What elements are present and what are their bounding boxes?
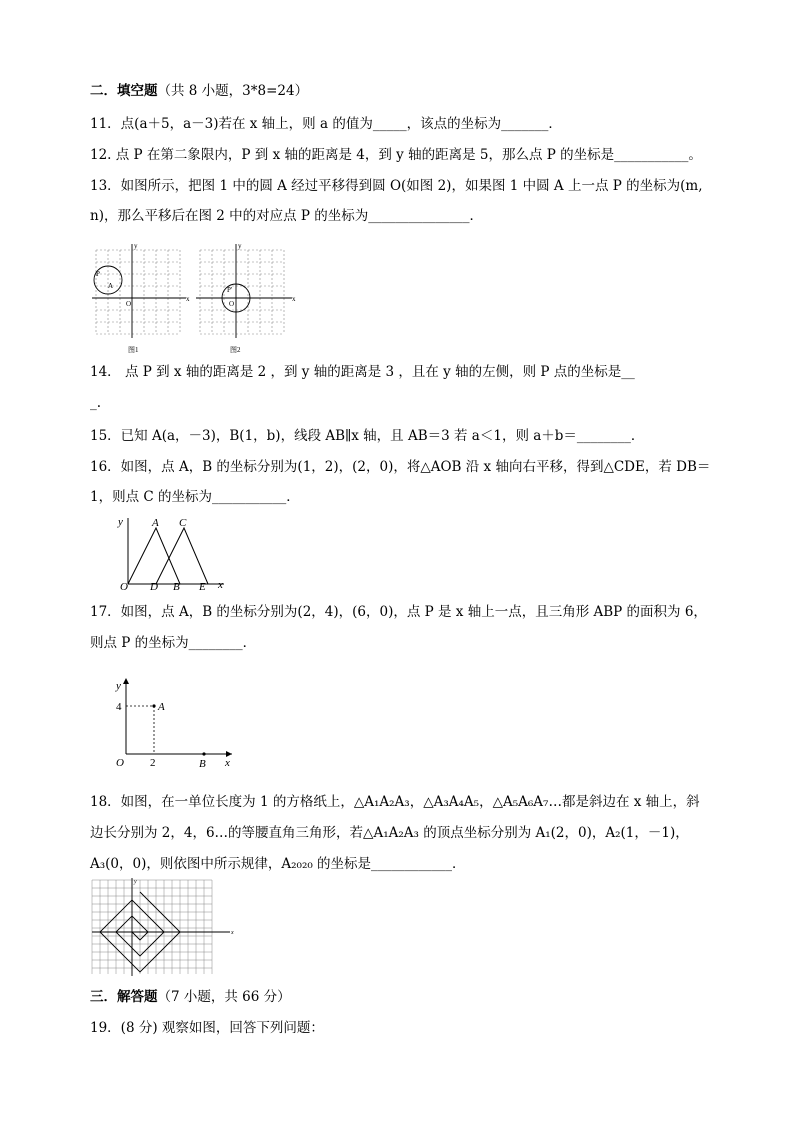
- fig17-point-a-dot: [152, 704, 155, 707]
- question-13-line2: n)，那么平移后在图 2 中的对应点 P 的坐标为_______________．: [90, 208, 484, 224]
- fig16-point-b: B: [173, 581, 180, 592]
- fig16-point-c: C: [179, 517, 187, 529]
- section3-heading: 三．解答题: [90, 989, 158, 1005]
- fig17-tick-4: 4: [116, 701, 122, 713]
- fig16-point-a: A: [152, 517, 159, 529]
- fig17-y-label: y: [116, 680, 121, 692]
- section3-note: （7 小题，共 66 分）: [157, 989, 291, 1005]
- question-18-line2: 边长分别为 2，4，6…的等腰直角三角形，若△A₁A₂A₃ 的顶点坐标分别为 A₁(2，0)，A₂(1，－1)，: [90, 825, 689, 841]
- question-13-line1: 13．如图所示，把图 1 中的圆 A 经过平移得到圆 O(如图 2)，如果图 1 中圆 A 上一点 P 的坐标为(m,: [90, 178, 703, 194]
- question-18-line1: 18．如图，在一单位长度为 1 的方格纸上，△A₁A₂A₃，△A₃A₄A₅，△A₅A₆A₇…都是斜边在 x 轴上，斜: [90, 794, 700, 810]
- triangle-aob: [128, 528, 180, 584]
- figure1-point-p: P: [96, 270, 100, 278]
- question-19: 19．(8 分) 观察如图，回答下列问题：: [90, 1020, 324, 1036]
- question-17-line1: 17．如图，点 A，B 的坐标分别为(2，4)，(6，0)，点 P 是 x 轴上一点，且三角形 ABP 的面积为 6，: [90, 604, 707, 620]
- figure1-origin-label: O: [126, 300, 132, 308]
- fig17-x-label: x: [225, 757, 230, 769]
- fig17-point-b: B: [199, 758, 206, 770]
- question-17-figure: [110, 674, 240, 770]
- fig17-tick-2: 2: [150, 757, 156, 769]
- figure2-origin-label: O: [229, 300, 235, 308]
- fig18-x-label: x: [231, 930, 234, 936]
- figure1-point-a: A: [108, 282, 114, 290]
- fig18-y-label: y: [134, 879, 137, 885]
- fig16-x-label: x: [218, 579, 223, 591]
- figure2-point-p-prime: P': [227, 286, 233, 294]
- fig17-point-o: O: [116, 757, 124, 769]
- figure1-caption: 图1: [128, 346, 139, 354]
- fig16-point-d: D: [150, 581, 158, 592]
- question-17-line2: 则点 P 的坐标为________．: [90, 635, 257, 651]
- figure1-x-label: x: [186, 295, 190, 303]
- question-18-line3: A₃(0，0)，则依图中所示规律，A₂₀₂₀ 的坐标是____________．: [90, 856, 466, 872]
- question-18-figure: [90, 876, 238, 978]
- question-11: 11．点(a＋5，a－3)若在 x 轴上，则 a 的值为_____，该点的坐标为_______．: [90, 116, 562, 132]
- section3-heading-line: [90, 988, 291, 1006]
- figure1-y-label: y: [134, 242, 138, 250]
- fig16-y-label: y: [118, 516, 123, 528]
- figure1-grid: [96, 250, 180, 334]
- question-16-line2: 1，则点 C 的坐标为___________．: [90, 489, 300, 505]
- question-12: 12. 点 P 在第二象限内，P 到 x 轴的距离是 4，到 y 轴的距离是 5，那么点 P 的坐标是___________。: [90, 147, 702, 163]
- section2-note: （共 8 小题，3*8=24）: [157, 83, 309, 99]
- fig16-point-e: E: [199, 581, 206, 592]
- question-16-figure: [112, 514, 232, 592]
- question-15: 15．已知 A(a，－3)，B(1，b)，线段 AB∥x 轴，且 AB＝3 若 a＜1，则 a＋b＝________．: [90, 428, 645, 444]
- figure2-x-label: x: [292, 295, 296, 303]
- fig16-point-o: O: [120, 581, 128, 592]
- figure2-y-label: y: [238, 242, 242, 250]
- question-14-line2: _.: [90, 395, 102, 411]
- figure2-grid: [200, 250, 284, 334]
- triangle-cde: [156, 528, 208, 584]
- question-13-figure: [88, 240, 303, 355]
- fig17-point-a: A: [158, 701, 165, 713]
- fig17-point-b-dot: [202, 752, 205, 755]
- section2-heading-line: [90, 82, 308, 100]
- question-16-line1: 16．如图，点 A，B 的坐标分别为(1，2)，(2，0)，将△AOB 沿 x 轴向右平移，得到△CDE，若 DB＝: [90, 459, 711, 475]
- question-14-line1: 14． 点 P 到 x 轴的距离是 2 ，到 y 轴的距离是 3 ，且在 y 轴的左侧，则 P 点的坐标是__: [90, 364, 635, 380]
- figure2-caption: 图2: [230, 346, 241, 354]
- section2-heading: 二．填空题: [90, 83, 158, 99]
